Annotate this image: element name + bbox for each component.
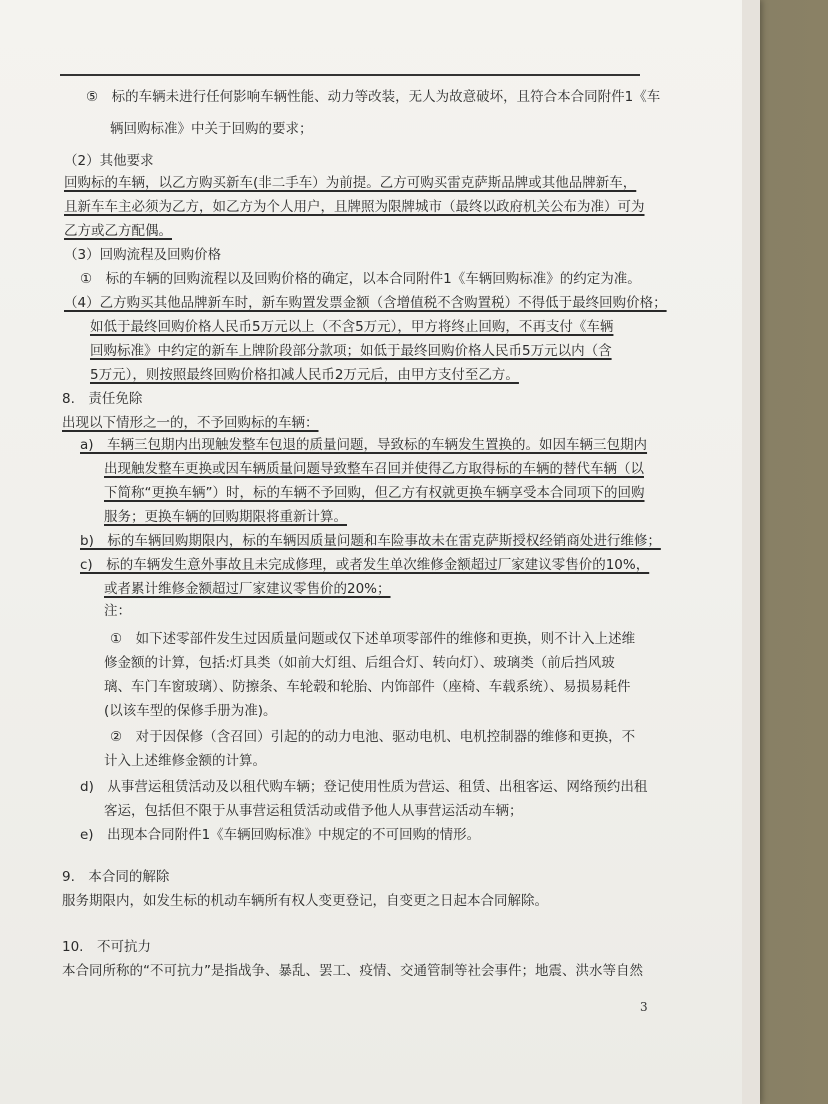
- text-line: ① 标的车辆的回购流程以及回购价格的确定，以本合同附件1《车辆回购标准》的约定为准。: [80, 271, 641, 287]
- list-item: b) 标的车辆回购期限内，标的车辆因质量问题和车险事故未在雷克萨斯授权经销商处进行维修；: [80, 533, 661, 549]
- page-number: 3: [640, 1000, 648, 1014]
- text-line: 且新车车主必须为乙方，如乙方为个人用户，且牌照为限牌城市（最终以政府机关公布为准）可为: [64, 199, 645, 215]
- text-line: ⑤ 标的车辆未进行任何影响车辆性能、动力等改装，无人为故意破坏，且符合本合同附件1《车: [86, 89, 661, 105]
- text-line: 下简称“更换车辆”）时，标的车辆不予回购，但乙方有权就更换车辆享受本合同项下的回购: [104, 485, 645, 501]
- text-line: 璃、车门车窗玻璃）、防擦条、车轮毂和轮胎、内饰部件（座椅、车载系统）、易损易耗件: [104, 679, 631, 695]
- text-line: 回购标的车辆，以乙方购买新车(非二手车）为前提。乙方可购买雷克萨斯品牌或其他品牌新车，: [64, 175, 637, 191]
- section-heading: 8. 责任免除: [62, 391, 143, 407]
- top-border-line: [60, 74, 640, 76]
- list-item: e) 出现本合同附件1《车辆回购标准》中规定的不可回购的情形。: [80, 827, 481, 843]
- text-line: 5万元），则按照最终回购价格扣减人民币2万元后，由甲方支付至乙方。: [90, 367, 519, 383]
- text-line: 本合同所称的“不可抗力”是指战争、暴乱、罢工、疫情、交通管制等社会事件；地震、洪水等自然: [62, 963, 643, 979]
- list-item: d) 从事营运租赁活动及以租代购车辆；登记使用性质为营运、租赁、出租客运、网络预约出租: [80, 779, 648, 795]
- text-line: 出现触发整车更换或因车辆质量问题导致整车召回并使得乙方取得标的车辆的替代车辆（以: [104, 461, 644, 477]
- text-line: 修金额的计算，包括:灯具类（如前大灯组、后组合灯、转向灯）、玻璃类（前后挡风玻: [104, 655, 615, 671]
- text-line: 服务；更换车辆的回购期限将重新计算。: [104, 509, 347, 525]
- text-line: ② 对于因保修（含召回）引起的的动力电池、驱动电机、电机控制器的维修和更换，不: [110, 729, 636, 745]
- text-line: (以该车型的保修手册为准)。: [104, 703, 277, 719]
- list-item: c) 标的车辆发生意外事故且未完成修理，或者发生单次维修金额超过厂家建议零售价的10%，: [80, 557, 650, 573]
- list-item: a) 车辆三包期内出现触发整车包退的质量问题，导致标的车辆发生置换的。如因车辆三包期内: [80, 437, 648, 453]
- text-line: 服务期限内，如发生标的机动车辆所有权人变更登记，自变更之日起本合同解除。: [62, 893, 548, 909]
- text-line: 出现以下情形之一的，不予回购标的车辆：: [62, 415, 319, 431]
- text-line: （4）乙方购买其他品牌新车时，新车购置发票金额（含增值税不含购置税）不得低于最终回购价格；: [64, 295, 667, 311]
- section-heading: 10. 不可抗力: [62, 939, 151, 955]
- text-line: 如低于最终回购价格人民币5万元以上（不含5万元），甲方将终止回购，不再支付《车辆: [90, 319, 614, 335]
- section-heading: （3）回购流程及回购价格: [64, 247, 222, 263]
- text-line: 或者累计维修金额超过厂家建议零售价的20%；: [104, 581, 391, 597]
- section-heading: 9. 本合同的解除: [62, 869, 170, 885]
- text-line: 客运，包括但不限于从事营运租赁活动或借予他人从事营运活动车辆；: [104, 803, 523, 819]
- text-line: 计入上述维修金额的计算。: [104, 753, 266, 769]
- section-heading: （2）其他要求: [64, 153, 154, 169]
- text-line: 乙方或乙方配偶。: [64, 223, 172, 239]
- text-line: 辆回购标准》中关于回购的要求；: [110, 121, 313, 137]
- text-line: 回购标准》中约定的新车上牌阶段部分款项；如低于最终回购价格人民币5万元以内（含: [90, 343, 612, 359]
- text-line: ① 如下述零部件发生过因质量问题或仅下述单项零部件的维修和更换，则不计入上述维: [110, 631, 636, 647]
- note-label: 注：: [104, 603, 131, 619]
